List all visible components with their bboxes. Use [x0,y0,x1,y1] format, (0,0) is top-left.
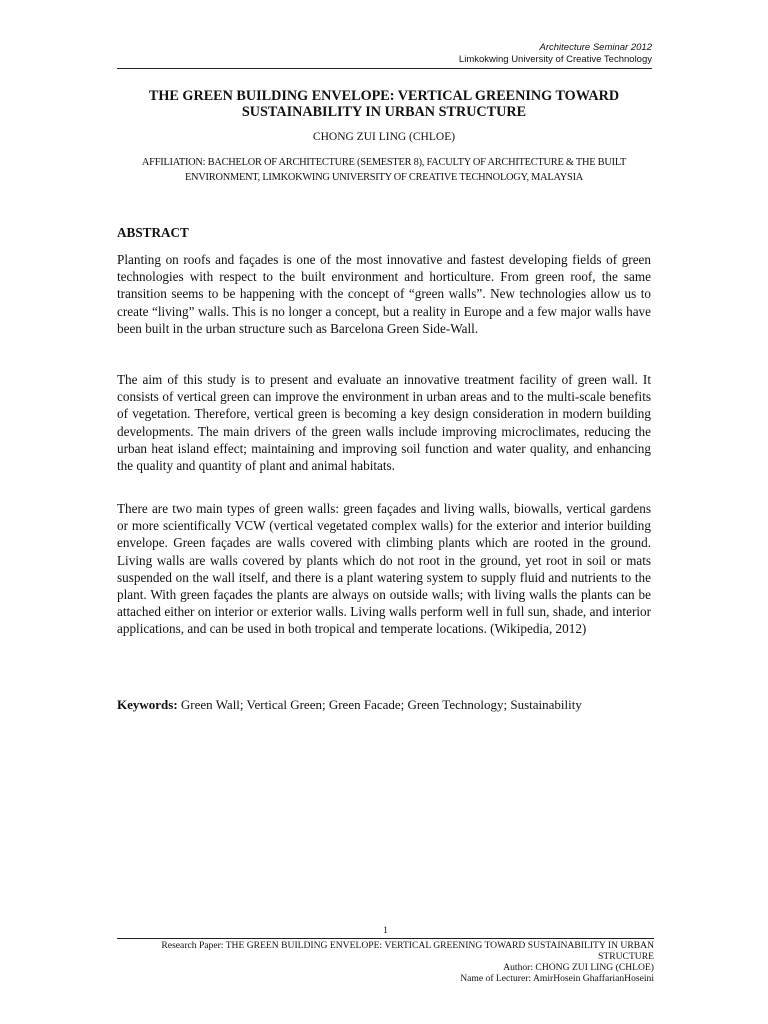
abstract-paragraph-3: There are two main types of green walls: green façades and living walls, biowalls, vertical gardens or more scientifically VCW (vertical vegetated complex walls) for the exterior and interior building envelope. Green façades are walls covered with climbing plants which are rooted in the ground. Living walls are walls covered by plants which do not root in the ground, yet root in soil or mats suspended on the wall itself, and there is a plant watering system to supply fluid and nutrients to the plant. With green façades the plants are always on outside walls; with living walls the plants can be attached either on interior or exterior walls. Living walls perform well in full sun, shade, and interior applications, and can be used in both tropical and temperate locations. (Wikipedia, 2012) [117,501,651,637]
keywords-label: Keywords: [117,697,178,712]
abstract-heading: ABSTRACT [117,225,189,240]
abstract-paragraph-1: Planting on roofs and façades is one of the most innovative and fastest developing fields of green technologies with respect to the built environment and horticulture. From green roof, the same transition seems to be happening with the concept of “green walls”. New technologies allow us to create “living” walls. This is no longer a concept, but a reality in Europe and a few major walls have been built in the urban structure such as Barcelona Green Side-Wall. [117,252,651,336]
footer-research-paper: Research Paper: THE GREEN BUILDING ENVELOPE: VERTICAL GREENING TOWARD SUSTAINABILITY IN URBAN STRUCTURE [161,940,654,962]
keywords-text: Green Wall; Vertical Green; Green Facade; Green Technology; Sustainability [177,697,582,712]
abstract-paragraph-2: The aim of this study is to present and evaluate an innovative treatment facility of green wall. It consists of vertical green can improve the environment in urban areas and to the multi-scale benefits of vegetation. Therefore, vertical green is becoming a key design consideration in modern building developments. The main drivers of the green walls include improving microclimates, reducing the urban heat island effect; maintaining and improving soil function and water quality, and enhancing the quality and quantity of plant and animal habitats. [117,372,651,474]
header-divider [117,68,652,69]
seminar-label: Architecture Seminar 2012 [539,42,652,53]
page-number: 1 [383,925,388,936]
university-label: Limkokwing University of Creative Technology [458,54,652,65]
keywords [117,696,651,713]
page-footer [117,925,654,984]
paper-title: THE GREEN BUILDING ENVELOPE: VERTICAL GREENING TOWARD SUSTAINABILITY IN URBAN STRUCTURE [148,88,620,120]
footer-lecturer: Name of Lecturer: AmirHosein GhaffarianHoseini [460,973,654,984]
footer-divider [117,938,654,939]
footer-author: Author: CHONG ZUI LING (CHLOE) [503,962,654,973]
author-name: CHONG ZUI LING (CHLOE) [312,131,456,143]
author-affiliation: AFFILIATION: BACHELOR OF ARCHITECTURE (SEMESTER 8), FACULTY OF ARCHITECTURE & THE BUILT ENVIRONMENT, LIMKOKWING UNIVERSITY OF CREATIVE TECHNOLOGY, MALAYSIA [141,157,627,183]
running-header [459,42,652,66]
